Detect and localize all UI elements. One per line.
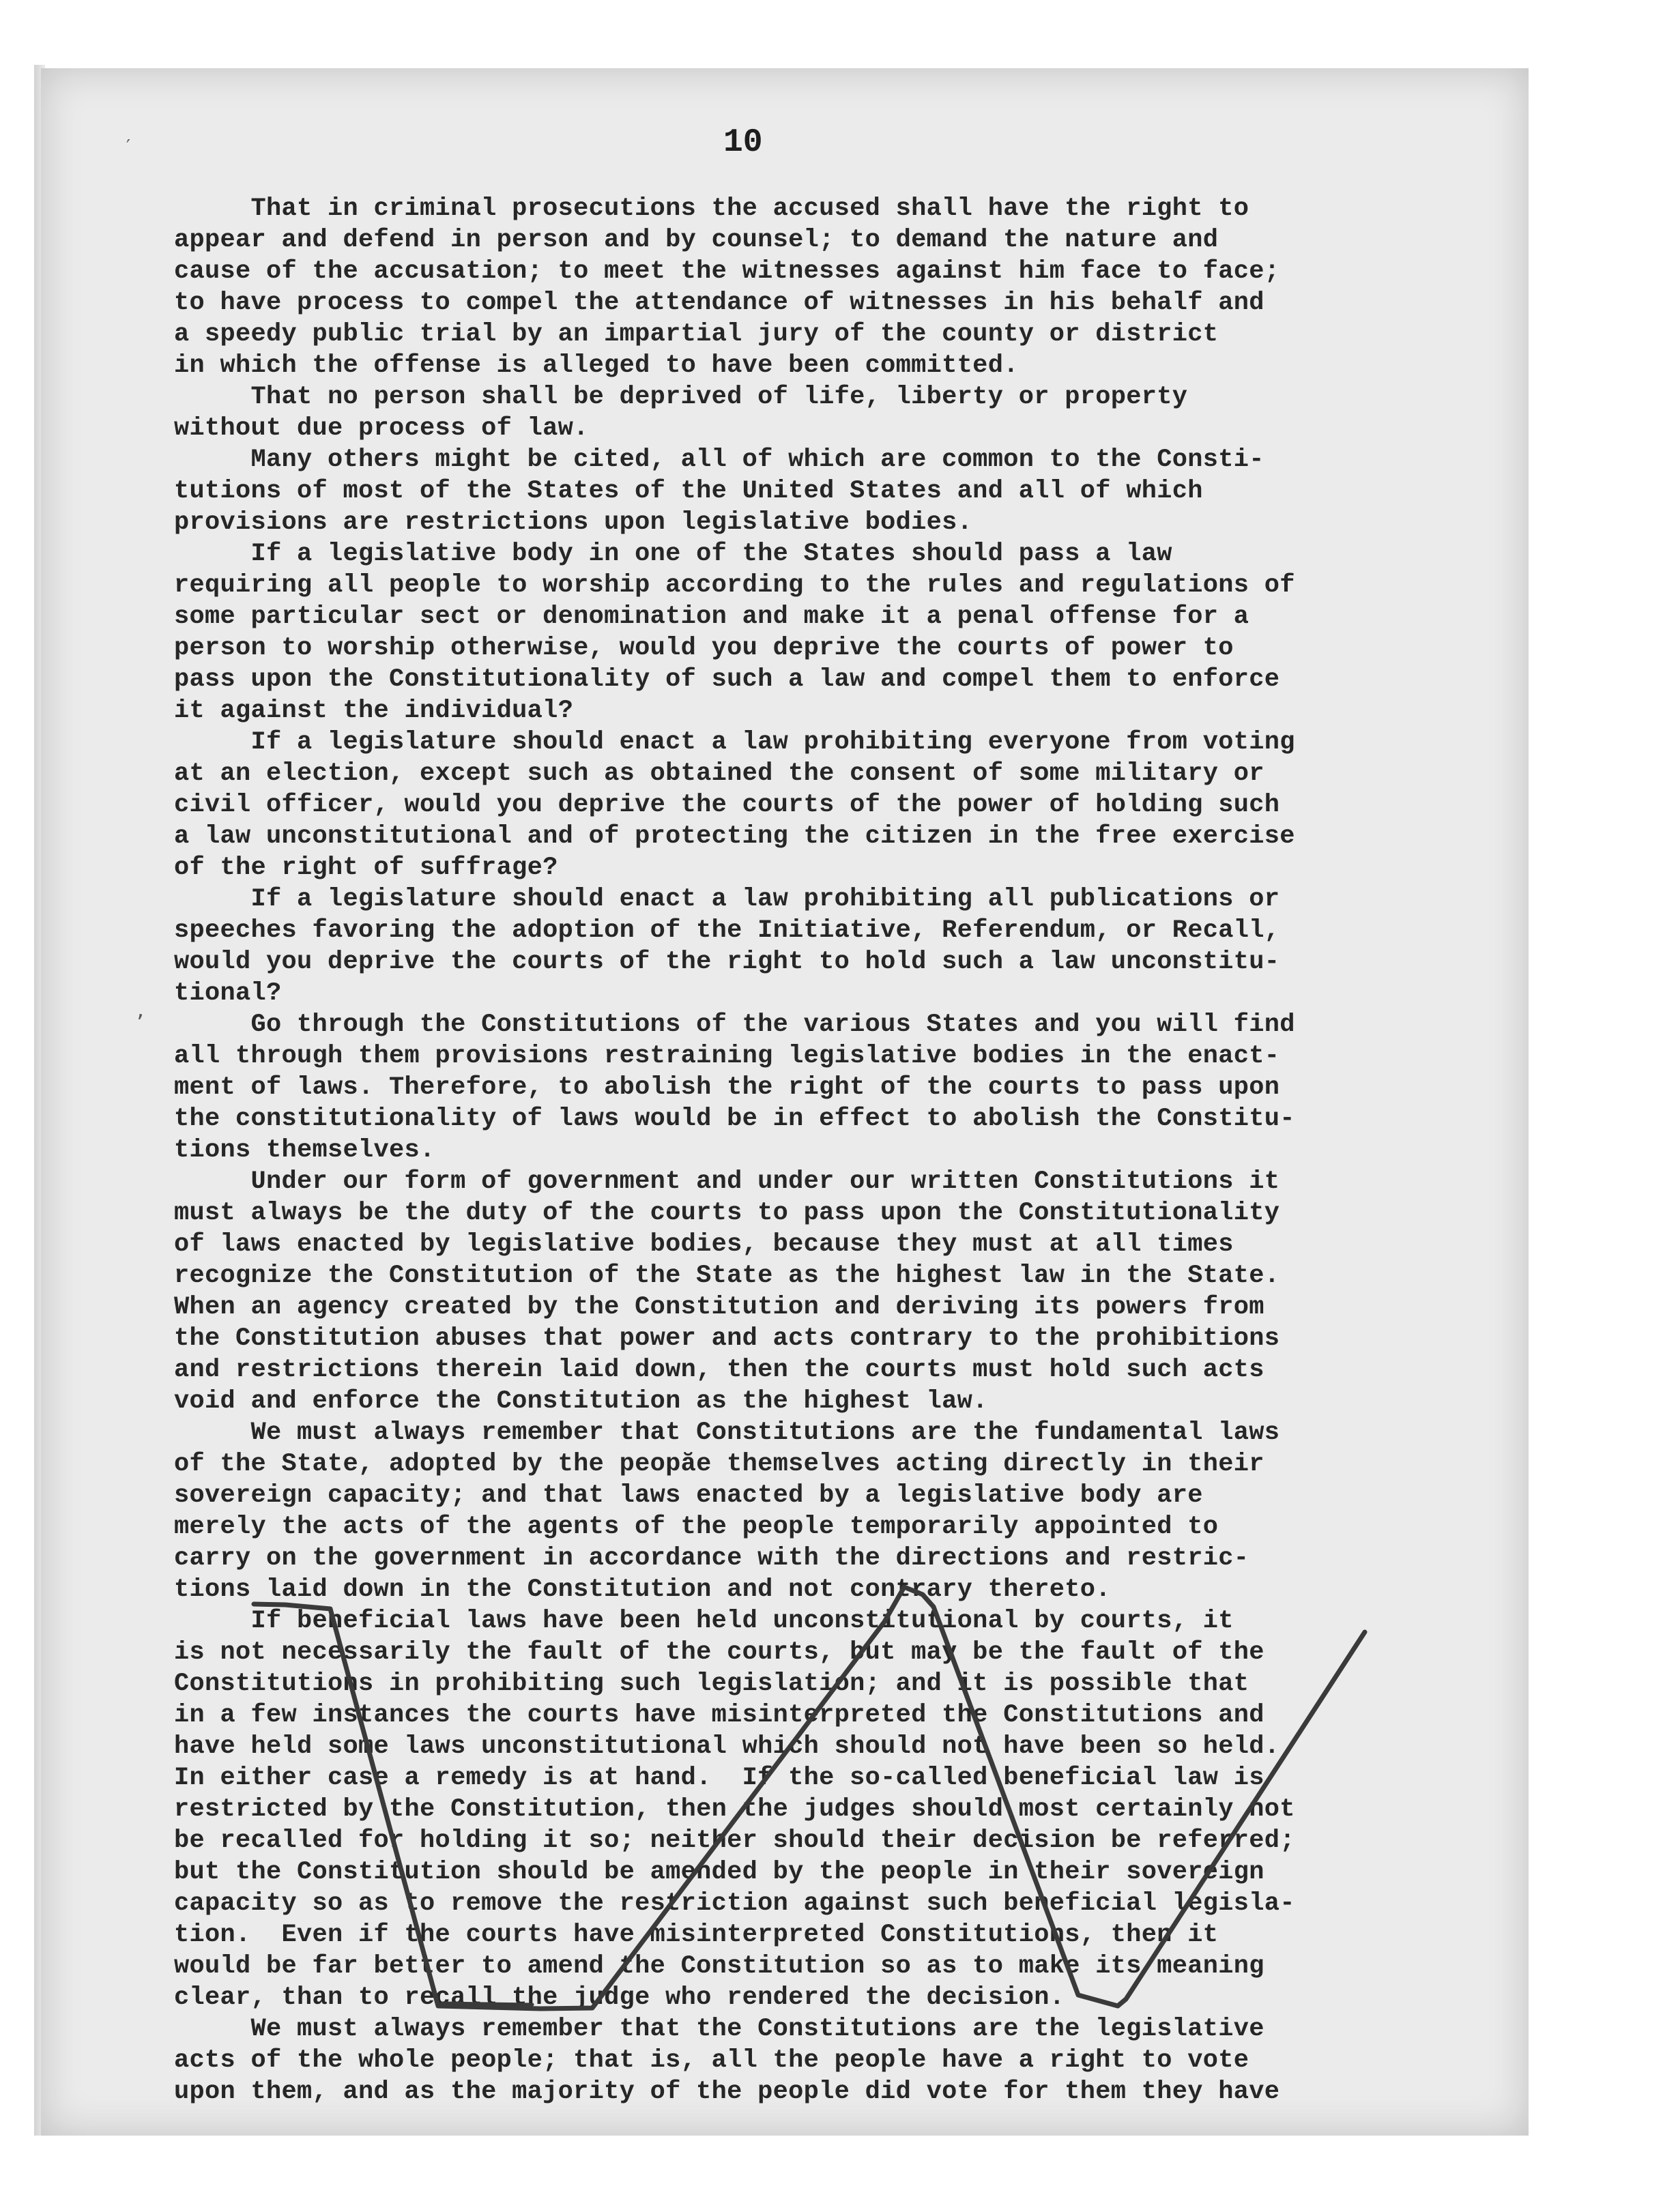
margin-mark-tick: ’ bbox=[136, 1010, 144, 1037]
text-line: That no person shall be deprived of life, liberty or property bbox=[174, 383, 1188, 411]
text-line: appear and defend in person and by counsel; to demand the nature and bbox=[174, 226, 1219, 254]
text-line: We must always remember that the Constitutions are the legislative bbox=[174, 2015, 1264, 2043]
text-line: If a legislature should enact a law prohibiting everyone from voting bbox=[174, 728, 1295, 757]
text-line: tutions of most of the States of the United States and all of which bbox=[174, 477, 1203, 506]
text-line: must always be the duty of the courts to pass upon the Constitutionality bbox=[174, 1199, 1280, 1227]
text-line: civil officer, would you deprive the courts of the power of holding such bbox=[174, 791, 1280, 819]
text-line: requiring all people to worship according to the rules and regulations of bbox=[174, 571, 1295, 600]
text-line: speeches favoring the adoption of the Initiative, Referendum, or Recall, bbox=[174, 916, 1280, 945]
text-line: tional? bbox=[174, 979, 282, 1008]
text-line: a speedy public trial by an impartial jury of the county or district bbox=[174, 320, 1219, 349]
text-line: ment of laws. Therefore, to abolish the right of the courts to pass upon bbox=[174, 1073, 1280, 1102]
text-line: void and enforce the Constitution as the highest law. bbox=[174, 1387, 988, 1416]
text-line: That in criminal prosecutions the accused shall have the right to bbox=[174, 194, 1249, 223]
text-line: clear, than to recall the judge who rendered the decision. bbox=[174, 1983, 1065, 2012]
text-line: to have process to compel the attendance of witnesses in his behalf and bbox=[174, 289, 1264, 317]
text-line: it against the individual? bbox=[174, 697, 574, 725]
text-line: Constitutions in prohibiting such legislation; and it is possible that bbox=[174, 1670, 1249, 1698]
text-line: recognize the Constitution of the State as the highest law in the State. bbox=[174, 1262, 1280, 1290]
text-line: the constitutionality of laws would be in effect to abolish the Constitu- bbox=[174, 1105, 1295, 1133]
text-line: in which the offense is alleged to have been committed. bbox=[174, 351, 1019, 380]
text-line: at an election, except such as obtained the consent of some military or bbox=[174, 759, 1264, 788]
text-line: of the State, adopted by the peopăe themselves acting directly in their bbox=[174, 1450, 1264, 1479]
text-line: in a few instances the courts have misinterpreted the Constitutions and bbox=[174, 1701, 1264, 1730]
text-line: some particular sect or denomination and make it a penal offense for a bbox=[174, 602, 1249, 631]
text-line: tions laid down in the Constitution and not contrary thereto. bbox=[174, 1575, 1111, 1604]
pencil-underline-stroke bbox=[442, 2003, 532, 2005]
text-line: Under our form of government and under our written Constitutions it bbox=[174, 1167, 1280, 1196]
text-line: In either case a remedy is at hand. If the so-called beneficial law is bbox=[174, 1764, 1264, 1792]
text-line: When an agency created by the Constitution and deriving its powers from bbox=[174, 1293, 1264, 1322]
text-line: restricted by the Constitution, then the judges should most certainly not bbox=[174, 1795, 1295, 1824]
text-line: tion. Even if the courts have misinterpreted Constitutions, then it bbox=[174, 1921, 1219, 1949]
text-line: the Constitution abuses that power and acts contrary to the prohibitions bbox=[174, 1324, 1280, 1353]
text-line: have held some laws unconstitutional which should not have been so held. bbox=[174, 1732, 1280, 1761]
text-line: We must always remember that Constitutions are the fundamental laws bbox=[174, 1418, 1280, 1447]
text-line: Go through the Constitutions of the various States and you will find bbox=[174, 1010, 1295, 1039]
text-line: tions themselves. bbox=[174, 1136, 435, 1165]
text-line: carry on the government in accordance with the directions and restric- bbox=[174, 1544, 1249, 1573]
margin-mark-top: ′ bbox=[126, 136, 130, 157]
text-line: of laws enacted by legislative bodies, because they must at all times bbox=[174, 1230, 1234, 1259]
text-line: would you deprive the courts of the right to hold such a law unconstitu- bbox=[174, 948, 1280, 976]
text-line: person to worship otherwise, would you deprive the courts of power to bbox=[174, 634, 1234, 663]
text-line: If a legislative body in one of the States should pass a law bbox=[174, 540, 1172, 568]
text-line: all through them provisions restraining legislative bodies in the enact- bbox=[174, 1042, 1280, 1071]
text-line: If beneficial laws have been held unconstitutional by courts, it bbox=[174, 1607, 1234, 1635]
text-line: capacity so as to remove the restriction against such beneficial legisla- bbox=[174, 1889, 1295, 1918]
text-line: merely the acts of the agents of the people temporarily appointed to bbox=[174, 1513, 1219, 1541]
text-line: but the Constitution should be amended by the people in their sovereign bbox=[174, 1858, 1264, 1887]
text-line: If a legislature should enact a law prohibiting all publications or bbox=[174, 885, 1280, 914]
text-line: acts of the whole people; that is, all the people have a right to vote bbox=[174, 2046, 1249, 2075]
text-line: a law unconstitutional and of protecting the citizen in the free exercise bbox=[174, 822, 1295, 851]
text-line: and restrictions therein laid down, then the courts must hold such acts bbox=[174, 1356, 1264, 1384]
text-line: is not necessarily the fault of the courts, but may be the fault of the bbox=[174, 1638, 1264, 1667]
text-line: of the right of suffrage? bbox=[174, 854, 558, 882]
text-line: without due process of law. bbox=[174, 414, 589, 443]
text-line: would be far better to amend the Constitution so as to make its meaning bbox=[174, 1952, 1264, 1981]
text-line: be recalled for holding it so; neither should their decision be referred; bbox=[174, 1827, 1295, 1855]
page-number: 10 bbox=[723, 124, 763, 161]
text-line: Many others might be cited, all of which are common to the Consti- bbox=[174, 446, 1264, 474]
text-line: sovereign capacity; and that laws enacted by a legislative body are bbox=[174, 1481, 1203, 1510]
text-line: pass upon the Constitutionality of such a law and compel them to enforce bbox=[174, 665, 1280, 694]
text-line: provisions are restrictions upon legislative bodies. bbox=[174, 508, 973, 537]
text-line: cause of the accusation; to meet the witnesses against him face to face; bbox=[174, 257, 1280, 286]
pencil-check-stroke bbox=[254, 1587, 1365, 2009]
text-line: upon them, and as the majority of the people did vote for them they have bbox=[174, 2078, 1280, 2106]
